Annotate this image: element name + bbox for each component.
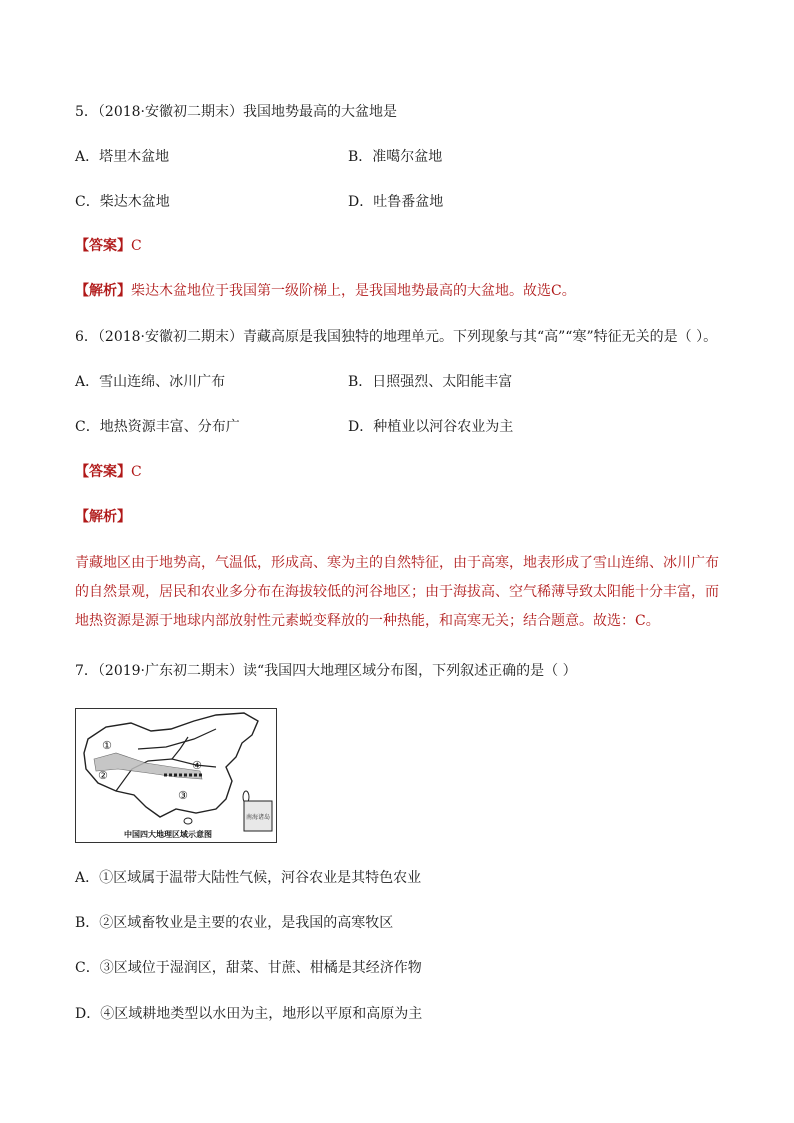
region-label-3: ③ [178,789,188,802]
q7-stem: 7．（2019·广东初二期末）读“我国四大地理区域分布图，下列叙述正确的是（ ） [75,663,577,679]
q7-option-c: C．③区域位于湿润区，甜菜、甘蔗、柑橘是其经济作物 [75,960,422,976]
q6-analysis-label: 【解析】 [75,509,131,525]
q7-option-d: D．④区域耕地类型以水田为主，地形以平原和高原为主 [75,1006,423,1022]
q6-answer-value: C [131,464,142,480]
hainan-island [184,818,192,824]
q7-option-b: B．②区域畜牧业是主要的农业，是我国的高寒牧区 [75,915,394,931]
inset-label: 南海诸岛 [245,814,271,821]
q6-analysis-line: 青藏地区由于地势高，气温低，形成高、寒为主的自然特征，由于高寒，地表形成了雪山连绵、冰川广布 [75,555,719,571]
q6-analysis-line: 的自然景观，居民和农业多分布在海拔较低的河谷地区；由于海拔高、空气稀薄导致太阳能十分丰富，而 [75,584,719,600]
q5-option-d: D．吐鲁番盆地 [348,194,444,210]
map-caption: 中国四大地理区域示意图 [124,830,212,839]
q5-answer-value: C [131,238,142,254]
q5-option-b: B．准噶尔盆地 [348,149,443,165]
region-label-1: ① [102,739,112,752]
q5-analysis-text: 柴达木盆地位于我国第一级阶梯上，是我国地势最高的大盆地。故选C。 [131,283,576,299]
q6-analysis-text [75,549,730,636]
q6-option-b: B．日照强烈、太阳能丰富 [348,374,513,390]
q5-answer-label: 【答案】 [75,238,131,254]
q6-option-d: D．种植业以河谷农业为主 [348,419,514,435]
q5-analysis-label: 【解析】 [75,283,131,299]
q6-stem: 6．（2018·安徽初二期末）青藏高原是我国独特的地理单元。下列现象与其“高”“寒”特征无关的是（ ）。 [75,329,718,345]
region-label-4: ④ [192,759,202,772]
q5-stem: 5．（2018·安徽初二期末）我国地势最高的大盆地是 [75,104,397,120]
q6-answer-row [75,462,142,482]
q5-option-c: C．柴达木盆地 [75,194,170,210]
q6-option-a: A．雪山连绵、冰川广布 [75,374,226,390]
q5-option-a: A．塔里木盆地 [75,149,170,165]
map-figure [76,709,276,842]
q6-analysis-line: 地热资源是源于地球内部放射性元素蜕变释放的一种热能，和高寒无关；结合题意。故选：C。 [75,613,660,629]
q5-analysis-row [75,281,576,301]
q7-option-a: A．①区域属于温带大陆性气候，河谷农业是其特色农业 [75,870,422,886]
q5-answer-row [75,236,142,256]
region-label-2: ② [98,769,108,782]
q6-answer-label: 【答案】 [75,464,131,480]
china-regions-map [75,708,277,843]
q6-option-c: C．地热资源丰富、分布广 [75,419,240,435]
